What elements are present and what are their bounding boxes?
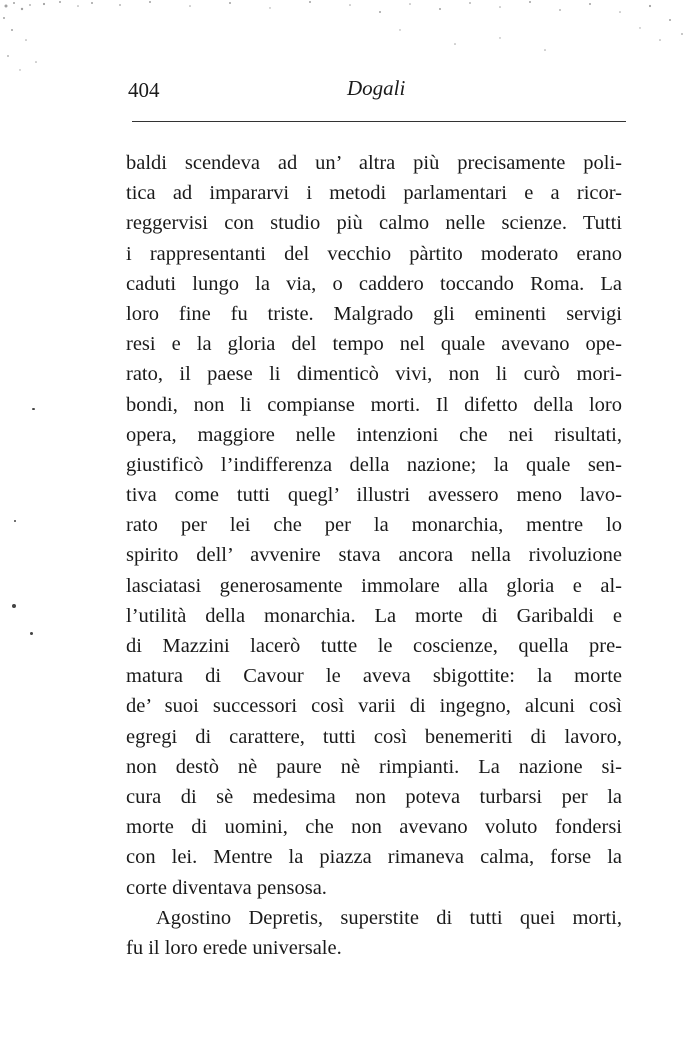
text-line: l’utilità della monarchia. La morte di Garibaldi e (126, 604, 622, 627)
page-number: 404 (128, 78, 160, 102)
text-line: caduti lungo la via, o caddero toccando Roma. La (126, 272, 622, 295)
paragraph-2 (126, 903, 622, 963)
text-line: giustificò l’indifferenza della nazione; la quale sen- (126, 453, 622, 476)
text-line: rato, il paese li dimenticò vivi, non li curò mori- (126, 363, 622, 386)
header-rule (132, 121, 626, 122)
scan-dot (12, 604, 16, 608)
text-line: lasciatasi generosamente immolare alla gloria e al- (126, 574, 622, 597)
text-line: rato per lei che per la monarchia, mentre lo (126, 514, 622, 537)
body-text (126, 148, 622, 963)
text-line: baldi scendeva ad un’ altra più precisamente poli- (126, 152, 622, 174)
text-line: i rappresentanti del vecchio pàrtito moderato erano (126, 242, 622, 265)
text-line: bondi, non li compianse morti. Il difetto della loro (126, 393, 622, 416)
text-line: cura di sè medesima non poteva turbarsi per la (126, 785, 622, 808)
scan-dot (30, 632, 33, 635)
scan-dot (14, 520, 16, 522)
text-line: di Mazzini lacerò tutte le coscienze, quella pre- (126, 635, 622, 657)
text-line: tica ad impararvi i metodi parlamentari e a ricor- (126, 182, 622, 205)
text-line: opera, maggiore nelle intenzioni che nei risultati, (126, 423, 622, 446)
text-line: fu il loro erede universale. (126, 936, 342, 959)
text-line: spirito dell’ avvenire stava ancora nella rivoluzione (126, 544, 622, 567)
page-header (128, 74, 626, 108)
paragraph-1 (126, 148, 622, 903)
text-line: loro fine fu triste. Malgrado gli eminenti servigi (126, 302, 622, 325)
text-line: Agostino Depretis, superstite di tutti quei morti, (156, 906, 622, 929)
text-line: corte diventava pensosa. (126, 876, 327, 899)
scan-dot (32, 408, 35, 410)
text-line: matura di Cavour le aveva sbigottite: la morte (126, 665, 622, 688)
text-line: non destò nè paure nè rimpianti. La nazione si- (126, 755, 622, 778)
text-line: resi e la gloria del tempo nel quale avevano ope- (126, 333, 622, 356)
text-line: con lei. Mentre la piazza rimaneva calma, forse la (126, 846, 622, 869)
running-title: Dogali (347, 76, 406, 100)
text-line: de’ suoi successori così varii di ingegno, alcuni così (126, 695, 622, 718)
text-line: morte di uomini, che non avevano voluto fondersi (126, 816, 622, 839)
text-line: reggervisi con studio più calmo nelle scienze. Tutti (126, 212, 622, 235)
text-line: tiva come tutti quegl’ illustri avessero meno lavo- (126, 484, 622, 507)
text-line: egregi di carattere, tutti così benemeriti di lavoro, (126, 725, 622, 748)
